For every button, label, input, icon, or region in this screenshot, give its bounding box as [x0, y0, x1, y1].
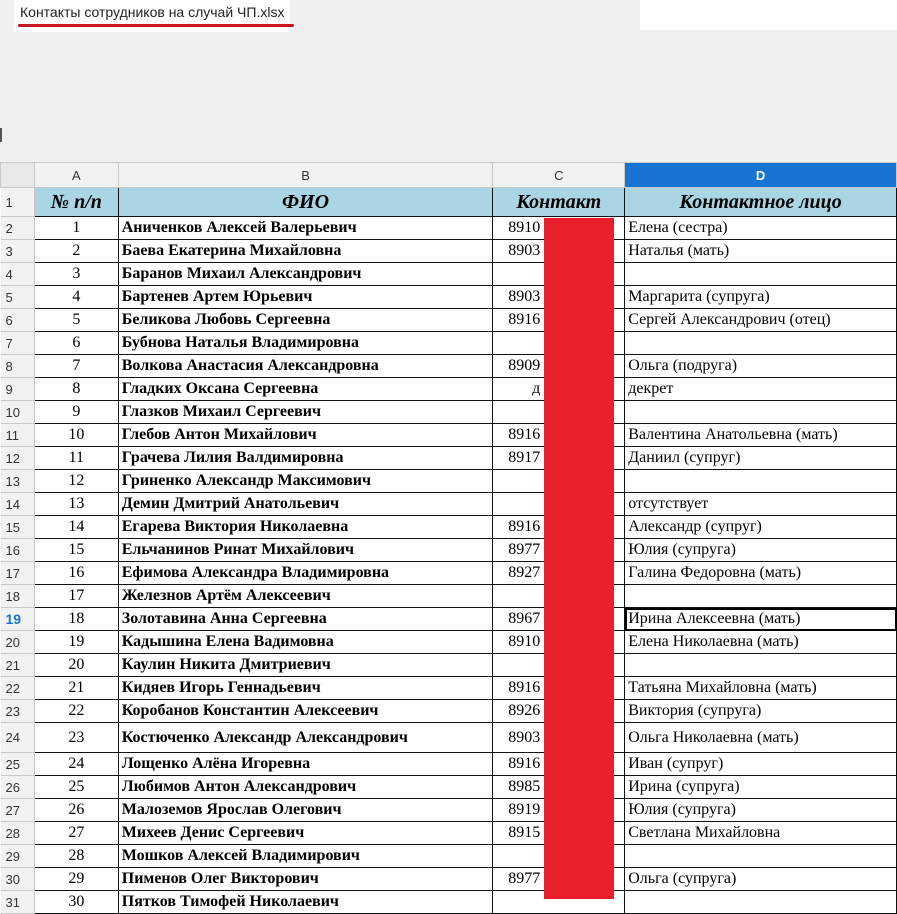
- table-row: [1, 286, 897, 309]
- table-row: [1, 332, 897, 355]
- header-person-cell[interactable]: Контактное лицо: [625, 188, 897, 217]
- contact-person-cell[interactable]: декрет: [625, 378, 897, 401]
- fio-cell[interactable]: Баева Екатерина Михайловна: [118, 240, 493, 263]
- num-cell[interactable]: 16: [34, 562, 118, 585]
- fio-cell[interactable]: Бартенев Артем Юрьевич: [118, 286, 493, 309]
- contact-cell[interactable]: 8903: [493, 286, 625, 309]
- contact-person-cell[interactable]: Юлия (супруга): [625, 799, 897, 822]
- table-row: [1, 470, 897, 493]
- table-row: [1, 378, 897, 401]
- table-row: [1, 539, 897, 562]
- fio-cell[interactable]: Кидяев Игорь Геннадьевич: [118, 677, 493, 700]
- contact-person-cell[interactable]: [625, 470, 897, 493]
- row-number[interactable]: 21: [1, 654, 35, 677]
- column-header-a[interactable]: A: [34, 163, 118, 188]
- contact-person-cell[interactable]: Светлана Михайловна: [625, 822, 897, 845]
- num-cell[interactable]: 11: [34, 447, 118, 470]
- table-row: [1, 516, 897, 539]
- row-number[interactable]: 30: [1, 868, 35, 891]
- table-header-row: [1, 188, 897, 217]
- table-row: [1, 493, 897, 516]
- table-row: [1, 585, 897, 608]
- fio-cell[interactable]: Лощенко Алёна Игоревна: [118, 753, 493, 776]
- fio-cell[interactable]: Кадышина Елена Вадимовна: [118, 631, 493, 654]
- row-number[interactable]: 5: [1, 286, 35, 309]
- row-number[interactable]: 27: [1, 799, 35, 822]
- fio-cell[interactable]: Ефимова Александра Владимировна: [118, 562, 493, 585]
- row-number[interactable]: 6: [1, 309, 35, 332]
- table-row: [1, 447, 897, 470]
- row-number[interactable]: 1: [1, 188, 35, 217]
- row-number[interactable]: 26: [1, 776, 35, 799]
- num-cell[interactable]: 13: [34, 493, 118, 516]
- contact-cell[interactable]: 8916: [493, 753, 625, 776]
- fio-cell[interactable]: Егарева Виктория Николаевна: [118, 516, 493, 539]
- header-fio-cell[interactable]: ФИО: [118, 188, 493, 217]
- table-row: [1, 631, 897, 654]
- row-number[interactable]: 19: [1, 608, 35, 631]
- fio-cell[interactable]: Костюченко Александр Александрович: [118, 723, 493, 753]
- contact-cell[interactable]: 8917: [493, 447, 625, 470]
- file-name-tab[interactable]: Контакты сотрудников на случай ЧП.xlsx: [14, 0, 290, 32]
- table-row: [1, 240, 897, 263]
- contact-cell[interactable]: 8903: [493, 240, 625, 263]
- contact-person-cell[interactable]: Ирина (супруга): [625, 776, 897, 799]
- num-cell[interactable]: 4: [34, 286, 118, 309]
- contact-cell[interactable]: 8977: [493, 868, 625, 891]
- row-number[interactable]: 7: [1, 332, 35, 355]
- fio-cell[interactable]: Любимов Антон Александрович: [118, 776, 493, 799]
- num-cell[interactable]: 27: [34, 822, 118, 845]
- contact-cell[interactable]: 8915: [493, 822, 625, 845]
- table-row: [1, 822, 897, 845]
- num-cell[interactable]: 21: [34, 677, 118, 700]
- row-number[interactable]: 18: [1, 585, 35, 608]
- column-header-b[interactable]: B: [118, 163, 493, 188]
- row-number[interactable]: 11: [1, 424, 35, 447]
- fio-cell[interactable]: Каулин Никита Дмитриевич: [118, 654, 493, 677]
- fio-cell[interactable]: Коробанов Константин Алексеевич: [118, 700, 493, 723]
- row-number[interactable]: 23: [1, 700, 35, 723]
- contact-person-cell[interactable]: Наталья (мать): [625, 240, 897, 263]
- column-header-d[interactable]: D: [625, 163, 897, 188]
- fio-cell[interactable]: Ельчанинов Ринат Михайлович: [118, 539, 493, 562]
- contact-person-cell[interactable]: [625, 845, 897, 868]
- contact-person-cell[interactable]: Сергей Александрович (отец): [625, 309, 897, 332]
- contact-person-cell[interactable]: Виктория (супруга): [625, 700, 897, 723]
- contact-person-cell[interactable]: Маргарита (супруга): [625, 286, 897, 309]
- contact-cell[interactable]: 8919: [493, 799, 625, 822]
- num-cell[interactable]: 14: [34, 516, 118, 539]
- num-cell[interactable]: 20: [34, 654, 118, 677]
- table-row: [1, 217, 897, 240]
- column-header-row: [1, 163, 897, 188]
- table-row: [1, 700, 897, 723]
- num-cell[interactable]: 10: [34, 424, 118, 447]
- fio-cell[interactable]: Бубнова Наталья Владимировна: [118, 332, 493, 355]
- num-cell[interactable]: 24: [34, 753, 118, 776]
- toolbar-area: [0, 36, 897, 160]
- contact-person-cell[interactable]: [625, 401, 897, 424]
- num-cell[interactable]: 6: [34, 332, 118, 355]
- num-cell[interactable]: 7: [34, 355, 118, 378]
- table-row: [1, 845, 897, 868]
- contact-cell[interactable]: 8910: [493, 631, 625, 654]
- header-contact-cell[interactable]: Контакт: [493, 188, 625, 217]
- num-cell[interactable]: 15: [34, 539, 118, 562]
- contact-cell[interactable]: 8916: [493, 424, 625, 447]
- fio-cell[interactable]: Баранов Михаил Александрович: [118, 263, 493, 286]
- contact-cell[interactable]: 8977: [493, 539, 625, 562]
- table-row: [1, 677, 897, 700]
- table-row: [1, 355, 897, 378]
- row-number[interactable]: 20: [1, 631, 35, 654]
- fio-cell[interactable]: Демин Дмитрий Анатольевич: [118, 493, 493, 516]
- fio-cell[interactable]: Глебов Антон Михайлович: [118, 424, 493, 447]
- title-underline-annotation: [18, 24, 294, 27]
- row-number[interactable]: 13: [1, 470, 35, 493]
- num-cell[interactable]: 22: [34, 700, 118, 723]
- row-number[interactable]: 25: [1, 753, 35, 776]
- row-number[interactable]: 15: [1, 516, 35, 539]
- num-cell[interactable]: 30: [34, 891, 118, 914]
- table-row: [1, 263, 897, 286]
- table-row: [1, 776, 897, 799]
- select-all-corner[interactable]: [1, 163, 35, 188]
- num-cell[interactable]: 17: [34, 585, 118, 608]
- row-number[interactable]: 16: [1, 539, 35, 562]
- contact-person-cell[interactable]: Галина Федоровна (мать): [625, 562, 897, 585]
- contact-person-cell[interactable]: Ирина Алексеевна (мать): [625, 608, 897, 631]
- num-cell[interactable]: 28: [34, 845, 118, 868]
- table-row: [1, 608, 897, 631]
- contact-cell[interactable]: 8909: [493, 355, 625, 378]
- contact-person-cell[interactable]: [625, 891, 897, 914]
- contact-person-cell[interactable]: Ольга Николаевна (мать): [625, 723, 897, 753]
- spreadsheet-grid: [0, 162, 897, 914]
- contact-cell[interactable]: 8927: [493, 562, 625, 585]
- row-number[interactable]: 24: [1, 723, 35, 753]
- num-cell[interactable]: 1: [34, 217, 118, 240]
- row-number[interactable]: 28: [1, 822, 35, 845]
- table-row: [1, 799, 897, 822]
- fio-cell[interactable]: Гриненко Александр Максимович: [118, 470, 493, 493]
- table-row: [1, 891, 897, 914]
- contact-cell[interactable]: 8916: [493, 516, 625, 539]
- num-cell[interactable]: 9: [34, 401, 118, 424]
- num-cell[interactable]: 12: [34, 470, 118, 493]
- file-title-bar: [0, 0, 640, 36]
- fio-cell[interactable]: Глазков Михаил Сергеевич: [118, 401, 493, 424]
- row-number[interactable]: 12: [1, 447, 35, 470]
- contact-person-cell[interactable]: [625, 263, 897, 286]
- table-row: [1, 309, 897, 332]
- contact-person-cell[interactable]: Юлия (супруга): [625, 539, 897, 562]
- window-corner: [640, 0, 897, 30]
- contact-person-cell[interactable]: Александр (супруг): [625, 516, 897, 539]
- table-row: [1, 723, 897, 753]
- fio-cell[interactable]: Волкова Анастасия Александровна: [118, 355, 493, 378]
- contact-person-cell[interactable]: Даниил (супруг): [625, 447, 897, 470]
- row-number[interactable]: 3: [1, 240, 35, 263]
- table-row: [1, 753, 897, 776]
- header-num-cell[interactable]: № п/п: [34, 188, 118, 217]
- fio-cell[interactable]: Грачева Лилия Валдимировна: [118, 447, 493, 470]
- table-row: [1, 401, 897, 424]
- row-number[interactable]: 10: [1, 401, 35, 424]
- contact-cell[interactable]: 8985: [493, 776, 625, 799]
- row-number[interactable]: 22: [1, 677, 35, 700]
- num-cell[interactable]: 23: [34, 723, 118, 753]
- contact-person-cell[interactable]: Елена Николаевна (мать): [625, 631, 897, 654]
- fio-cell[interactable]: Аниченков Алексей Валерьевич: [118, 217, 493, 240]
- num-cell[interactable]: 3: [34, 263, 118, 286]
- contact-person-cell[interactable]: [625, 332, 897, 355]
- contact-person-cell[interactable]: отсутствует: [625, 493, 897, 516]
- row-number[interactable]: 31: [1, 891, 35, 914]
- contact-person-cell[interactable]: Иван (супруг): [625, 753, 897, 776]
- num-cell[interactable]: 25: [34, 776, 118, 799]
- num-cell[interactable]: 19: [34, 631, 118, 654]
- fio-cell[interactable]: Мошков Алексей Владимирович: [118, 845, 493, 868]
- contact-person-cell[interactable]: Валентина Анатольевна (мать): [625, 424, 897, 447]
- fio-cell[interactable]: Малоземов Ярослав Олегович: [118, 799, 493, 822]
- row-number[interactable]: 14: [1, 493, 35, 516]
- fio-cell[interactable]: Беликова Любовь Сергеевна: [118, 309, 493, 332]
- fio-cell[interactable]: Пятков Тимофей Николаевич: [118, 891, 493, 914]
- row-number[interactable]: 4: [1, 263, 35, 286]
- contact-cell[interactable]: 8910: [493, 217, 625, 240]
- fio-cell[interactable]: Михеев Денис Сергеевич: [118, 822, 493, 845]
- toolbar-edge-mark: [0, 128, 2, 142]
- fio-cell[interactable]: Гладких Оксана Сергеевна: [118, 378, 493, 401]
- row-number[interactable]: 29: [1, 845, 35, 868]
- table-row: [1, 654, 897, 677]
- contact-person-cell[interactable]: [625, 585, 897, 608]
- fio-cell[interactable]: Золотавина Анна Сергеевна: [118, 608, 493, 631]
- contact-cell[interactable]: 8903: [493, 723, 625, 753]
- redaction-bar: [544, 218, 614, 899]
- row-number[interactable]: 2: [1, 217, 35, 240]
- contact-person-cell[interactable]: [625, 654, 897, 677]
- table-row: [1, 868, 897, 891]
- contact-cell[interactable]: 8916: [493, 309, 625, 332]
- row-number[interactable]: 9: [1, 378, 35, 401]
- table-row: [1, 424, 897, 447]
- contact-cell[interactable]: 8916: [493, 677, 625, 700]
- num-cell[interactable]: 29: [34, 868, 118, 891]
- contact-cell[interactable]: 8926: [493, 700, 625, 723]
- fio-cell[interactable]: Железнов Артём Алексеевич: [118, 585, 493, 608]
- num-cell[interactable]: 18: [34, 608, 118, 631]
- contact-person-cell[interactable]: Ольга (подруга): [625, 355, 897, 378]
- num-cell[interactable]: 2: [34, 240, 118, 263]
- column-header-c[interactable]: C: [493, 163, 625, 188]
- num-cell[interactable]: 8: [34, 378, 118, 401]
- num-cell[interactable]: 5: [34, 309, 118, 332]
- row-number[interactable]: 8: [1, 355, 35, 378]
- contact-person-cell[interactable]: Елена (сестра): [625, 217, 897, 240]
- table-row: [1, 562, 897, 585]
- contact-person-cell[interactable]: Ольга (супруга): [625, 868, 897, 891]
- row-number[interactable]: 17: [1, 562, 35, 585]
- contact-cell[interactable]: 8967: [493, 608, 625, 631]
- num-cell[interactable]: 26: [34, 799, 118, 822]
- contact-cell[interactable]: д: [493, 378, 625, 401]
- contact-person-cell[interactable]: Татьяна Михайловна (мать): [625, 677, 897, 700]
- fio-cell[interactable]: Пименов Олег Викторович: [118, 868, 493, 891]
